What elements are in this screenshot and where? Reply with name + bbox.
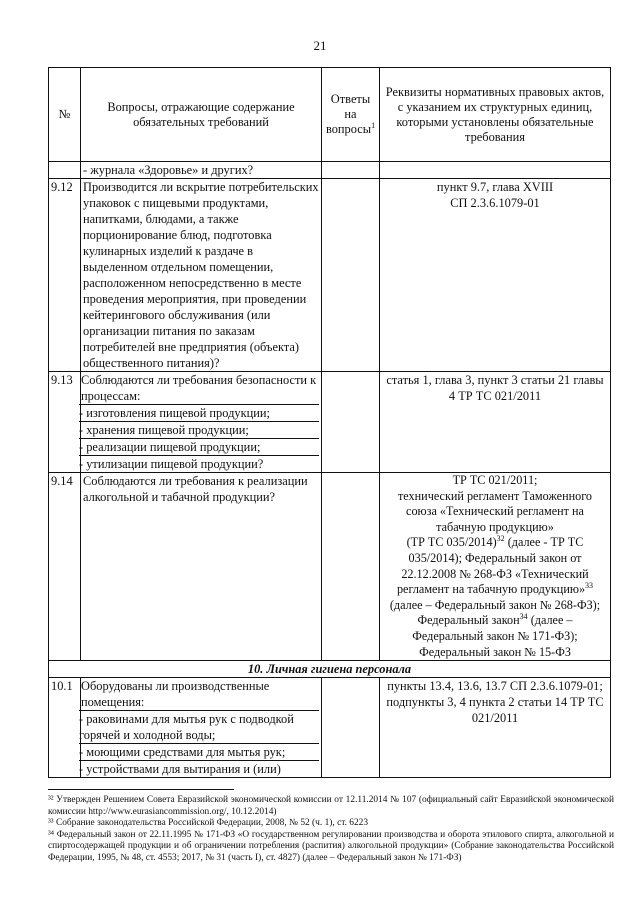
- requisites-text: пункты 13.4, 13.6, 13.7 СП 2.3.6.1079-01; подпункты 3, 4 пункта 2 статьи 14 ТР ТС 021/2011: [380, 678, 611, 778]
- requisites-text: статья 1, глава 3, пункт 3 статьи 21 главы 4 ТР ТС 021/2011: [380, 372, 611, 473]
- sub-item: - изготовления пищевой продукции;: [79, 405, 319, 422]
- table-row: [49, 473, 611, 661]
- question-text: Оборудованы ли производственные помещения: - раковинами для мытья рук с подводкой горячей и холодной воды; - моющими средствами для мытья рук; - устройствами для вытирания и (или): [81, 678, 322, 778]
- footnote-divider: [48, 789, 234, 790]
- question-text: Производится ли вскрытие потребительских упаковок с пищевыми продуктами, напитками, блюдами, а также порционирование блюд, подготовка кулинарных изделий к раздаче в выделенном отдельном помещении, расположенном непосредственно в месте проведения мероприятия, при проведении кейтерингового обслуживания (или организации питания по заказам потребителей вне предприятия (объекта) общественного питания)?: [81, 179, 322, 372]
- table-row: [49, 179, 611, 372]
- footnote-32: ³² Утвержден Решением Совета Евразийской экономической комиссии от 12.11.2014 № 107 (официальный сайт Евразийской экономической комиссии http://www.eurasiancommission.org/, 10.12.2014): [48, 795, 614, 817]
- header-num: №: [49, 68, 81, 162]
- section-title: 10. Личная гигиена персонала: [49, 661, 611, 678]
- question-text: Соблюдаются ли требования безопасности к процессам: - изготовления пищевой продукции; - хранения пищевой продукции; - реализации пищевой продукции; - утилизации пищевой продукции?: [81, 372, 322, 473]
- row-number: 9.13: [49, 372, 81, 473]
- requisites-text: пункт 9.7, глава XVIII СП 2.3.6.1079-01: [380, 179, 611, 372]
- table-header-row: [49, 68, 611, 162]
- sub-item: - устройствами для вытирания и (или): [79, 762, 281, 777]
- row-number: 9.12: [49, 179, 81, 372]
- page-number: 21: [313, 38, 327, 53]
- table-row: [49, 372, 611, 473]
- sub-item: - хранения пищевой продукции;: [79, 422, 319, 439]
- question-text: Соблюдаются ли требования к реализации алкогольной и табачной продукции?: [81, 473, 322, 661]
- sub-item: - реализации пищевой продукции;: [79, 439, 319, 456]
- footnotes: [48, 795, 614, 864]
- header-requisites: Реквизиты нормативных правовых актов, с указанием их структурных единиц, которыми установлены обязательные требования: [380, 68, 611, 162]
- requisites-text: ТР ТС 021/2011; технический регламент Таможенного союза «Технический регламент на табачную продукцию» (ТР ТС 035/2014)$^{32}$ (далее - ТР ТС 035/2014); Федеральный закон от 22.12.2008 № 268-ФЗ «Технический регламент на табачную продукцию»$^{33}$ (далее – Федеральный закон № 268-ФЗ); Федеральный закон$^{34}$ (далее – Федеральный закон № 171-ФЗ); Федеральный закон № 15-ФЗ: [380, 473, 611, 661]
- sub-item: - моющими средствами для мытья рук;: [79, 744, 319, 761]
- header-answers: Ответы на вопросы$^1$: [322, 68, 380, 162]
- sub-item: - раковинами для мытья рук с подводкой горячей и холодной воды;: [79, 711, 319, 744]
- sub-item: - утилизации пищевой продукции?: [79, 457, 264, 471]
- footnote-34: ³⁴ Федеральный закон от 22.11.1995 № 171-ФЗ «О государственном регулировании производства и оборота этилового спирта, алкогольной и спиртосодержащей продукции и об ограничении потребления (распития) алкогольной продукции» (Собрание законодательства Российской Федерации, 1995, № 48, ст. 4553; 2017, № 31 (часть I), ст. 4827) (далее – Федеральный закон № 171-ФЗ): [48, 829, 614, 863]
- section-row: [49, 661, 611, 678]
- table-row: [49, 678, 611, 778]
- row-number: 9.14: [49, 473, 81, 661]
- continuation-text: - журнала «Здоровье» и других?: [81, 162, 322, 179]
- table-row: [49, 162, 611, 179]
- requirements-table: [48, 67, 611, 778]
- header-questions: Вопросы, отражающие содержание обязательных требований: [81, 68, 322, 162]
- footnote-33: ³³ Собрание законодательства Российской Федерации, 2008, № 52 (ч. 1), ст. 6223: [48, 818, 369, 828]
- row-number: 10.1: [49, 678, 81, 778]
